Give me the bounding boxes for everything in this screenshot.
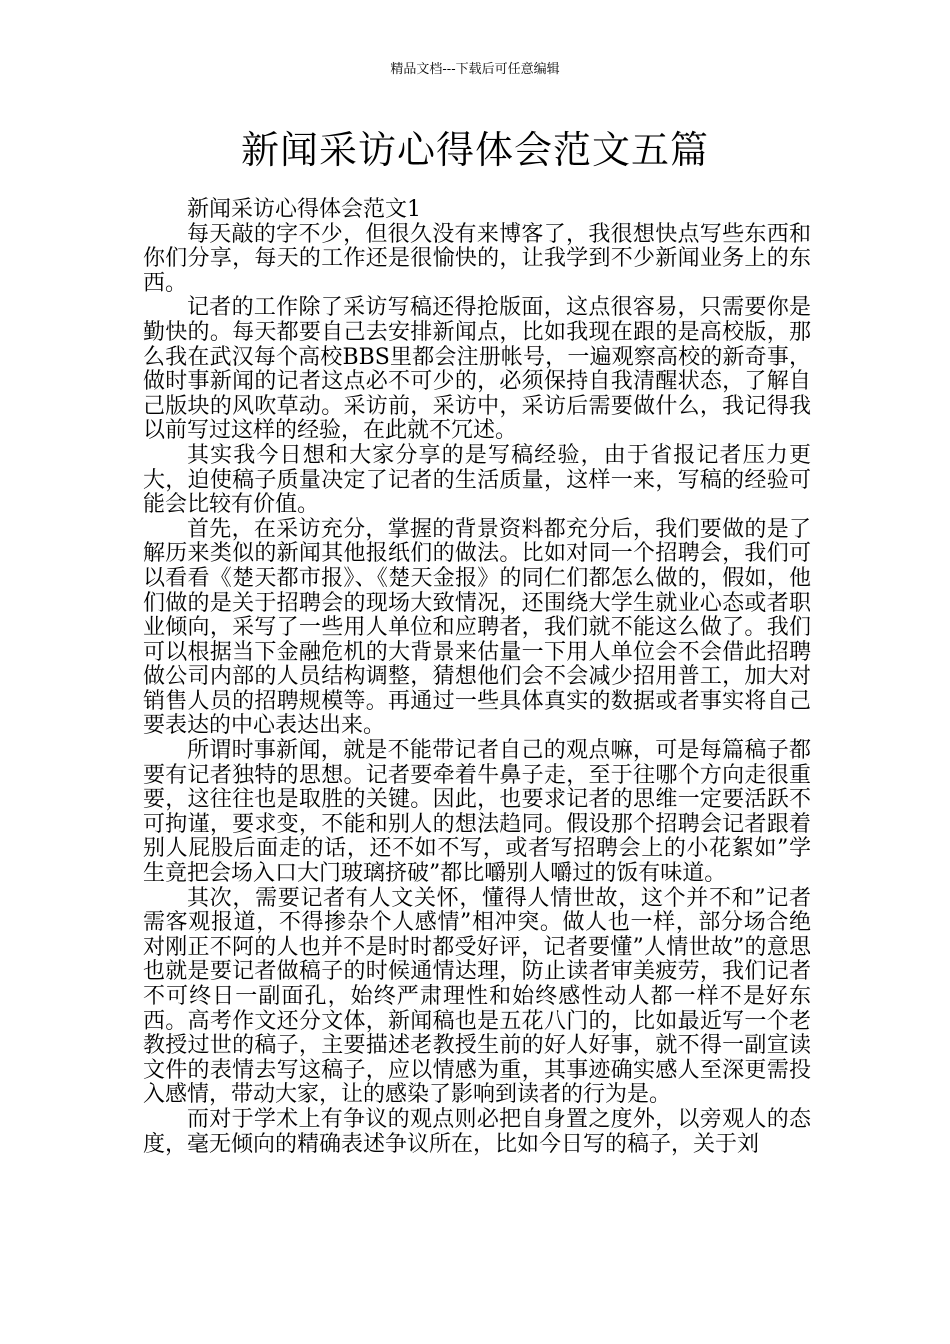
paragraph-6: 其次，需要记者有人文关怀，懂得人情世故，这个并不和”记者需客观报道，不得掺杂个人感情”相冲突。做人也一样，部分场合绝对刚正不阿的人也并不是时时都受好评，记者要懂”人情世故”的意思也就是要记者做稿子的时候通情达理，防止读者审美疲劳，我们记者不可终日一副面孔，始终严肃理性和始终感性动人都一样不是好东西。高考作文还分文体，新闻稿也是五花八门的，比如最近写一个老教授过世的稿子，主要描述老教授生前的好人好事，就不得一副宣读文件的表情去写这稿子，应以情感为重，其事迹确实感人至深更需投入感情，带动大家，让的感染了影响到读者的行为是。: [143, 885, 811, 1108]
paragraph-1: 每天敲的字不少，但很久没有来博客了，我很想快点写些东西和你们分享，每天的工作还是很愉快的，让我学到不少新闻业务上的东西。: [143, 221, 811, 296]
paragraph-4: 首先，在采访充分，掌握的背景资料都充分后，我们要做的是了解历来类似的新闻其他报纸们的做法。比如对同一个招聘会，我们可以看看《楚天都市报》、《楚天金报》的同仁们都怎么做的，假如，他们做的是关于招聘会的现场大致情况，还围绕大学生就业心态或者职业倾向，采写了一些用人单位和应聘者，我们就不能这么做了。我们可以根据当下金融危机的大背景来估量一下用人单位会不会借此招聘做公司内部的人员结构调整，猜想他们会不会减少招用普工，加大对销售人员的招聘规模等。再通过一些具体真实的数据或者事实将自己要表达的中心表达出来。: [143, 516, 811, 739]
paragraph-2: 记者的工作除了采访写稿还得抢版面，这点很容易，只需要你是勤快的。每天都要自己去安排新闻点，比如我现在跟的是高校版，那么我在武汉每个高校BBS里都会注册帐号，一遍观察高校的新奇事，做时事新闻的记者这点必不可少的，必须保持自我清醒状态，了解自己版块的风吹草动。采访前，采访中，采访后需要做什么，我记得我以前写过这样的经验，在此就不冗述。: [143, 295, 811, 444]
document-title: 新闻采访心得体会范文五篇: [240, 128, 709, 172]
paragraph-5: 所谓时事新闻，就是不能带记者自己的观点嘛，可是每篇稿子都要有记者独特的思想。记者要牵着牛鼻子走，至于往哪个方向走很重要，这往往也是取胜的关键。因此，也要求记者的思维一定要活跃不可拘谨，要求变，不能和别人的想法趋同。假设那个招聘会记者跟着别人屁股后面走的话，还不如不写，或者写招聘会上的小花絮如”学生竟把会场入口大门玻璃挤破”都比嚼别人嚼过的饭有味道。: [143, 738, 811, 887]
page-header-note: 精品文档---下载后可任意编辑: [390, 62, 560, 77]
document-body: [143, 198, 811, 1157]
paragraph-7: 而对于学术上有争议的观点则必把自身置之度外，以旁观人的态度，毫无倾向的精确表述争议所在，比如今日写的稿子，关于刘: [143, 1106, 811, 1157]
paragraph-3: 其实我今日想和大家分享的是写稿经验，由于省报记者压力更大，迫使稿子质量决定了记者的生活质量，这样一来，写稿的经验可能会比较有价值。: [143, 442, 811, 518]
section-subtitle: 新闻采访心得体会范文1: [187, 197, 421, 222]
